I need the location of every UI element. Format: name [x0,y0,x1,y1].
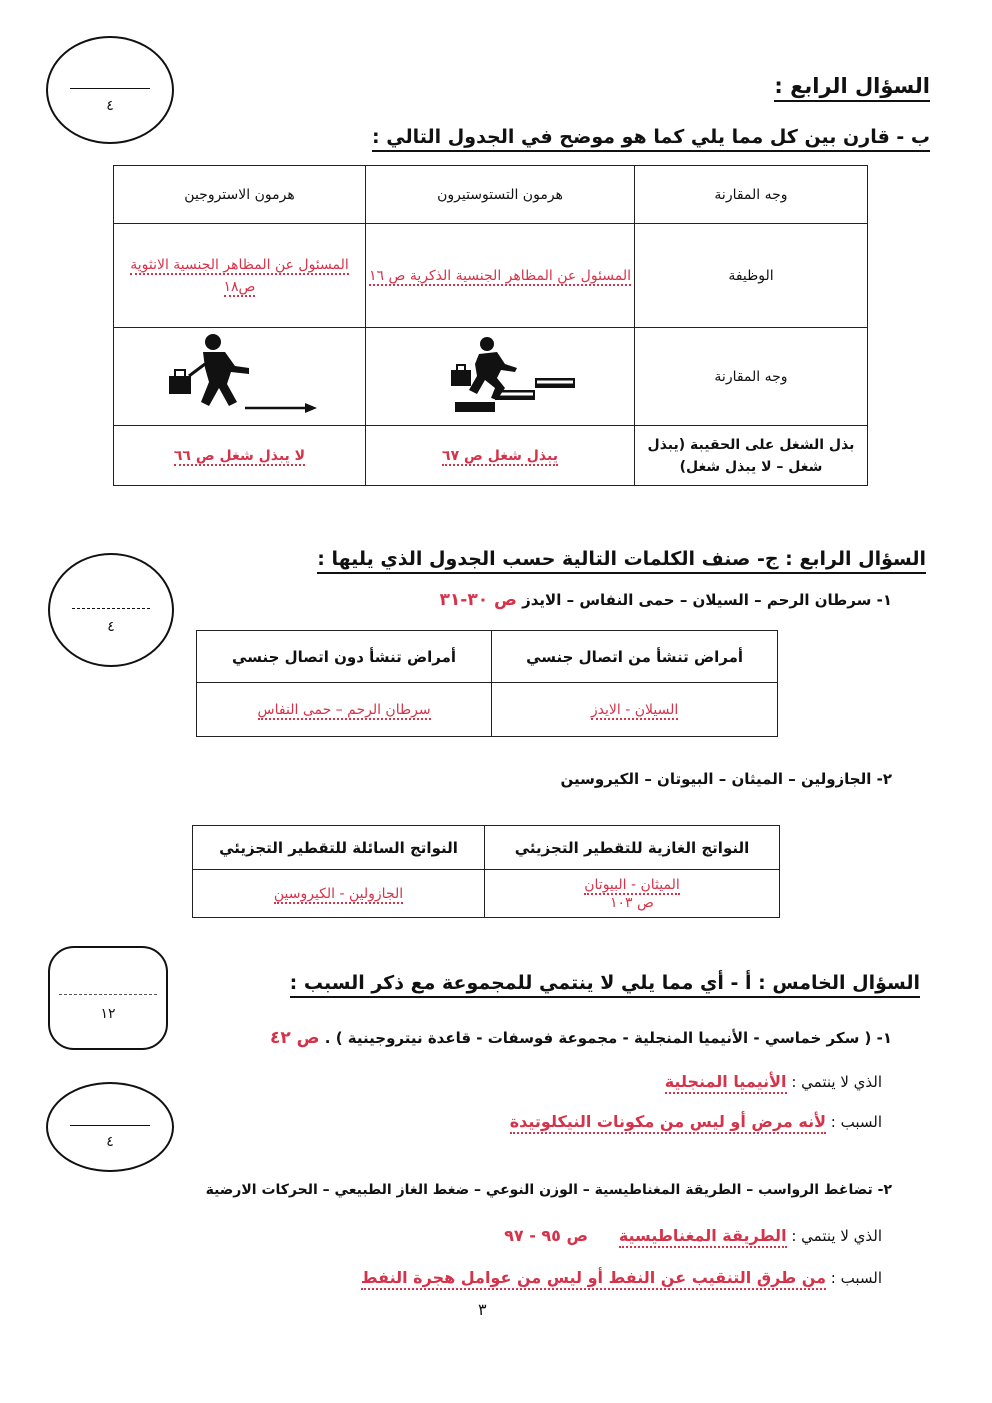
page-ref: ص ٤٢ [270,1028,320,1048]
q5-reason1-line: السبب : لأنه مرض أو ليس من مكونات النيكلوتيدة [510,1112,882,1131]
q5-item1: ١- ( سكر خماسي - الأنيميا المنجلية - مجموعة فوسفات - قاعدة نيتروجينية ) . ص ٤٢ [270,1028,892,1048]
classification-table-distillation [192,825,780,918]
row-label-function: الوظيفة [635,224,868,328]
q4c-item2: ٢- الجازولين – الميثان – البيوتان – الكيروسين [560,770,892,788]
grade-mark: ١٢ [100,1006,116,1022]
q5-odd1-line: الذي لا ينتمي : الأنيميا المنجلية [665,1072,882,1091]
non-sexual-diseases-answer: سرطان الرحم – حمى النفاس [197,683,492,737]
grade-circle-q4c [48,553,174,667]
liquid-products-answer: الجازولين - الكيروسين [193,870,485,918]
header-estrogen: هرمون الاستروجين [114,166,366,224]
row-label-images: وجه المقارنة [635,328,868,426]
header-gas-products: النواتج الغازية للتقطير التجزيئي [485,826,780,870]
q4b-instruction: ب - قارن بين كل مما يلي كما هو موضح في الجدول التالي : [372,126,930,148]
climbing-stairs-figure-icon [366,328,635,426]
header-liquid-products: النواتج السائلة للتقطير التجزيئي [193,826,485,870]
testosterone-work: يبذل شغل ص ٦٧ [366,426,635,486]
header-testosterone: هرمون التستوستيرون [366,166,635,224]
reason1-answer: لأنه مرض أو ليس من مكونات النيكلوتيدة [510,1112,826,1134]
testosterone-function: المسئول عن المظاهر الجنسية الذكرية ص ١٦ [366,224,635,328]
grade-circle-q5a [46,1082,174,1172]
grade-line [70,88,149,89]
comparison-table-hormones [113,165,868,486]
q4c-item1: ١- سرطان الرحم – السيلان – حمى النفاس – الايدز ص ٣٠-٣١ [439,590,892,610]
grade-line [72,608,150,609]
header-non-sexual-diseases: أمراض تنشأ دون اتصال جنسي [197,631,492,683]
estrogen-function: المسئول عن المظاهر الجنسية الانثوية ص١٨ [114,224,366,328]
row-label-work: بذل الشغل على الحقيبة (يبذل شغل – لا يبذل شغل) [635,426,868,486]
walking-figure-icon [114,328,366,426]
sexual-diseases-answer: السيلان - الايدز [492,683,778,737]
page-ref: ص ٩٥ - ٩٧ [504,1226,589,1245]
q4-heading: السؤال الرابع : [774,74,930,98]
estrogen-work: لا يبذل شغل ص ٦٦ [114,426,366,486]
q5-odd2-line: الذي لا ينتمي : الطريقة المغناطيسية ص ٩٥ - ٩٧ [504,1226,882,1245]
odd2-answer: الطريقة المغناطيسية [619,1226,787,1248]
grade-circle-q4b [46,36,174,144]
gas-products-answer: الميثان - البيوتان ص ١٠٣ [485,870,780,918]
grade-mark: ٤ [106,98,114,115]
page-ref: ص ٣٠-٣١ [439,590,517,610]
header-sexual-diseases: أمراض تنشأ من اتصال جنسي [492,631,778,683]
grade-mark: ٤ [107,618,115,635]
header-comparison: وجه المقارنة [635,166,868,224]
grade-line [59,994,156,995]
grade-box-q5 [48,946,168,1050]
page-number: ٣ [478,1300,487,1319]
grade-line [70,1125,149,1126]
odd1-answer: الأنيميا المنجلية [665,1072,787,1094]
classification-table-diseases [196,630,778,737]
reason2-answer: من طرق التنقيب عن النفط أو ليس من عوامل هجرة النفط [361,1268,826,1290]
grade-mark: ٤ [106,1133,114,1150]
q4c-heading: السؤال الرابع : ج- صنف الكلمات التالية حسب الجدول الذي يليها : [317,548,926,570]
q5-reason2-line: السبب : من طرق التنقيب عن النفط أو ليس من عوامل هجرة النفط [361,1268,882,1287]
q5-heading: السؤال الخامس : أ - أي مما يلي لا ينتمي للمجموعة مع ذكر السبب : [290,972,920,994]
q5-item2: ٢- تضاغط الرواسب – الطريقة المغناطيسية – الوزن النوعي – ضغط الغاز الطبيعي – الحركات الارضية [205,1182,892,1198]
